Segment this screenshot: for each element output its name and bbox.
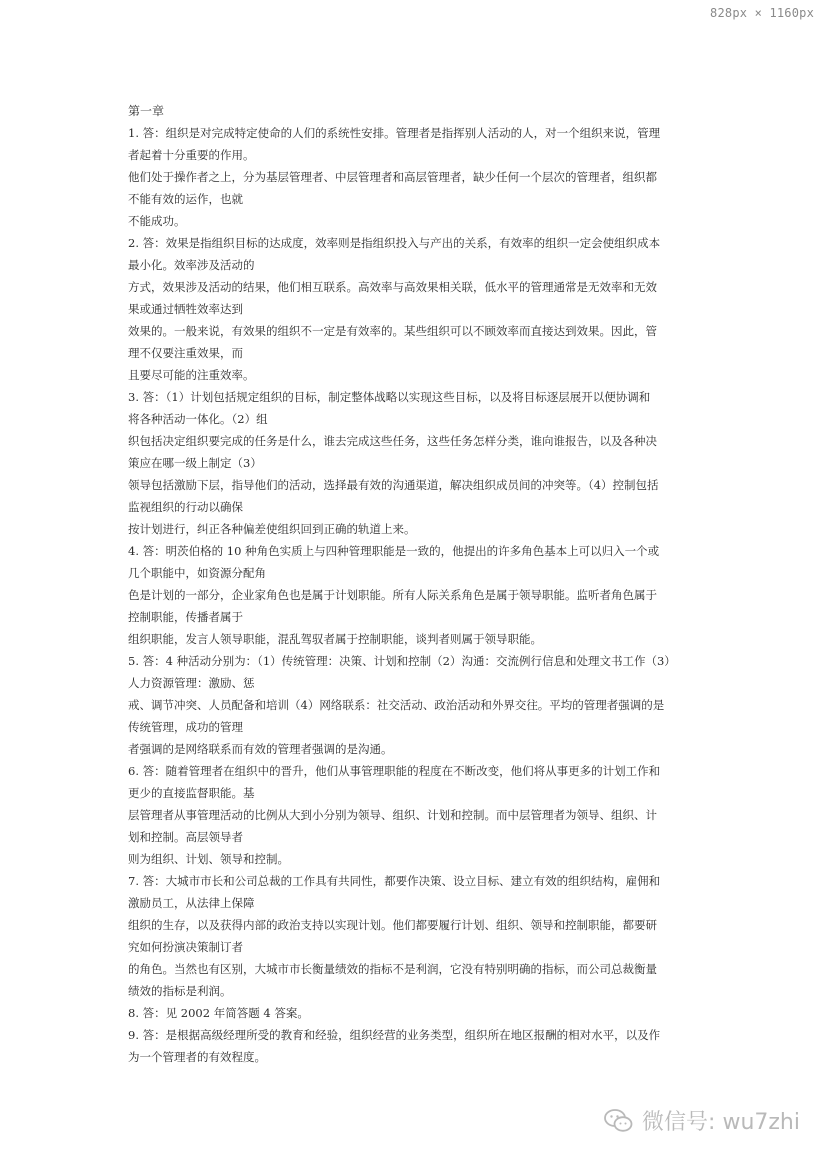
document-line: 控制职能，传播者属于 — [128, 610, 243, 624]
document-line: 且要尽可能的注重效率。 — [128, 368, 255, 382]
document-line: 组织的生存，以及获得内部的政治支持以实现计划。他们都要履行计划、组织、领导和控制职能，都要研 — [128, 918, 657, 932]
document-line: 按计划进行，纠正各种偏差使组织回到正确的轨道上来。 — [128, 522, 416, 536]
document-line: 不能成功。 — [128, 214, 186, 228]
image-size-label: 828px × 1160px — [710, 6, 814, 20]
document-line: 色是计划的一部分，企业家角色也是属于计划职能。所有人际关系角色是属于领导职能。监听者角色属于 — [128, 588, 657, 602]
document-line: 者起着十分重要的作用。 — [128, 148, 255, 162]
document-line: 为一个管理者的有效程度。 — [128, 1050, 266, 1064]
document-line: 传统管理，成功的管理 — [128, 720, 243, 734]
document-line: 8. 答：见 2002 年简答题 4 答案。 — [128, 1006, 309, 1020]
document-line: 的角色。当然也有区别，大城市市长衡量绩效的指标不是利润，它没有特别明确的指标，而公司总裁衡量 — [128, 962, 657, 976]
document-line: 不能有效的运作，也就 — [128, 192, 243, 206]
document-line: 9. 答：是根据高级经理所受的教育和经验，组织经营的业务类型，组织所在地区报酬的相对水平，以及作 — [128, 1028, 661, 1042]
document-line: 1. 答：组织是对完成特定使命的人们的系统性安排。管理者是指挥别人活动的人，对一个组织来说，管理 — [128, 126, 661, 140]
document-line: 他们处于操作者之上，分为基层管理者、中层管理者和高层管理者，缺少任何一个层次的管理者，组织都 — [128, 170, 657, 184]
document-line: 策应在哪一级上制定（3） — [128, 456, 262, 470]
document-line: 组织职能，发言人领导职能，混乱驾驭者属于控制职能，谈判者则属于领导职能。 — [128, 632, 542, 646]
wechat-icon — [604, 1108, 634, 1134]
chapter-title: 第一章 — [128, 104, 165, 118]
document-line: 3. 答：（1）计划包括规定组织的目标，制定整体战略以实现这些目标，以及将目标逐层展开以便协调和 — [128, 390, 651, 404]
document-body — [128, 122, 700, 1068]
document-line: 织包括决定组织要完成的任务是什么，谁去完成这些任务，这些任务怎样分类，谁向谁报告，以及各种决 — [128, 434, 657, 448]
document-line: 果或通过牺牲效率达到 — [128, 302, 243, 316]
document-line: 更少的直接监督职能。基 — [128, 786, 255, 800]
document-line: 领导包括激励下层，指导他们的活动，选择最有效的沟通渠道，解决组织成员间的冲突等。（4）控制包括 — [128, 478, 659, 492]
document-line: 方式，效果涉及活动的结果，他们相互联系。高效率与高效果相关联，低水平的管理通常是无效率和无效 — [128, 280, 657, 294]
document-line: 监视组织的行动以确保 — [128, 500, 243, 514]
document-line: 7. 答：大城市市长和公司总裁的工作具有共同性，都要作决策、设立目标、建立有效的组织结构，雇佣和 — [128, 874, 661, 888]
document-line: 4. 答：明茨伯格的 10 种角色实质上与四种管理职能是一致的，他提出的许多角色基本上可以归入一个或 — [128, 544, 660, 558]
document-line: 层管理者从事管理活动的比例从大到小分别为领导、组织、计划和控制。而中层管理者为领导、组织、计 — [128, 808, 657, 822]
document-line: 5. 答：4 种活动分别为：（1）传统管理：决策、计划和控制（2）沟通：交流例行信息和处理文书工作（3） — [128, 654, 676, 668]
document-line: 者强调的是网络联系而有效的管理者强调的是沟通。 — [128, 742, 393, 756]
document-page — [128, 100, 700, 1068]
document-line: 理不仅要注重效果，而 — [128, 346, 243, 360]
document-line: 6. 答：随着管理者在组织中的晋升，他们从事管理职能的程度在不断改变，他们将从事更多的计划工作和 — [128, 764, 661, 778]
watermark-text: 微信号: wu7zhi — [642, 1110, 800, 1135]
document-line: 绩效的指标是利润。 — [128, 984, 232, 998]
document-line: 戒、调节冲突、人员配备和培训（4）网络联系：社交活动、政治活动和外界交往。平均的管理者强调的是 — [128, 698, 665, 712]
document-line: 人力资源管理：激励、惩 — [128, 676, 255, 690]
document-line: 将各种活动一体化。（2）组 — [128, 412, 268, 426]
document-line: 几个职能中，如资源分配角 — [128, 566, 266, 580]
wechat-watermark — [604, 1105, 800, 1136]
document-line: 划和控制。高层领导者 — [128, 830, 243, 844]
document-line: 则为组织、计划、领导和控制。 — [128, 852, 289, 866]
document-line: 最小化。效率涉及活动的 — [128, 258, 255, 272]
document-line: 究如何扮演决策制订者 — [128, 940, 243, 954]
document-line: 2. 答：效果是指组织目标的达成度，效率则是指组织投入与产出的关系，有效率的组织一定会使组织成本 — [128, 236, 661, 250]
document-line: 激励员工，从法律上保障 — [128, 896, 255, 910]
document-line: 效果的。一般来说，有效果的组织不一定是有效率的。某些组织可以不顾效率而直接达到效果。因此，管 — [128, 324, 657, 338]
